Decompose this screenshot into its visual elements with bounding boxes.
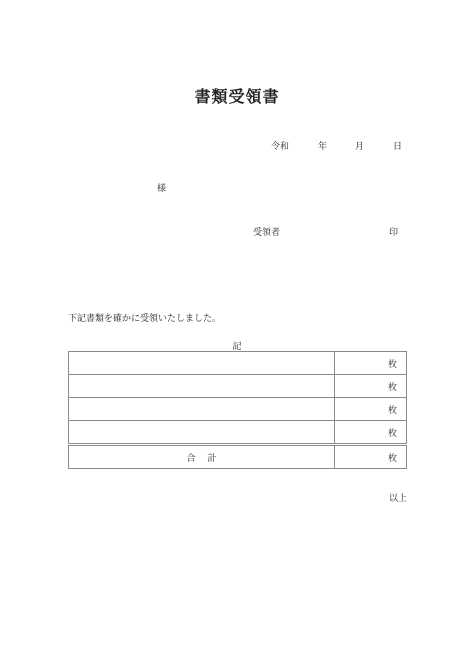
closing-mark: 以上 [389,494,408,504]
item-count-cell: 枚 [335,421,407,445]
table-row [69,352,407,375]
seal-mark: 印 [389,228,399,238]
table-row [69,375,407,398]
total-label: 合計 [186,453,229,464]
receipt-statement: 下記書類を確かに受領いたしました。 [68,314,222,324]
record-heading: 記 [232,342,242,352]
item-description-cell [69,375,335,398]
date-day-unit: 日 [393,142,403,152]
item-count-cell: 枚 [335,398,407,421]
date-year-unit: 年 [318,142,328,152]
date-month-unit: 月 [355,142,365,152]
table-row [69,398,407,421]
item-description-cell [69,398,335,421]
date-era: 令和 [271,142,290,152]
item-description-cell [69,421,335,445]
item-description-cell [69,352,335,375]
document-title: 書類受領書 [194,87,280,106]
items-table [68,351,407,469]
receiver-label: 受領者 [253,228,281,238]
recipient-honorific: 様 [157,184,167,194]
table-total-row [69,445,407,469]
item-count-cell: 枚 [335,352,407,375]
total-label-cell [69,445,335,469]
item-count-cell: 枚 [335,375,407,398]
total-count-cell: 枚 [335,445,407,469]
table-row [69,421,407,445]
